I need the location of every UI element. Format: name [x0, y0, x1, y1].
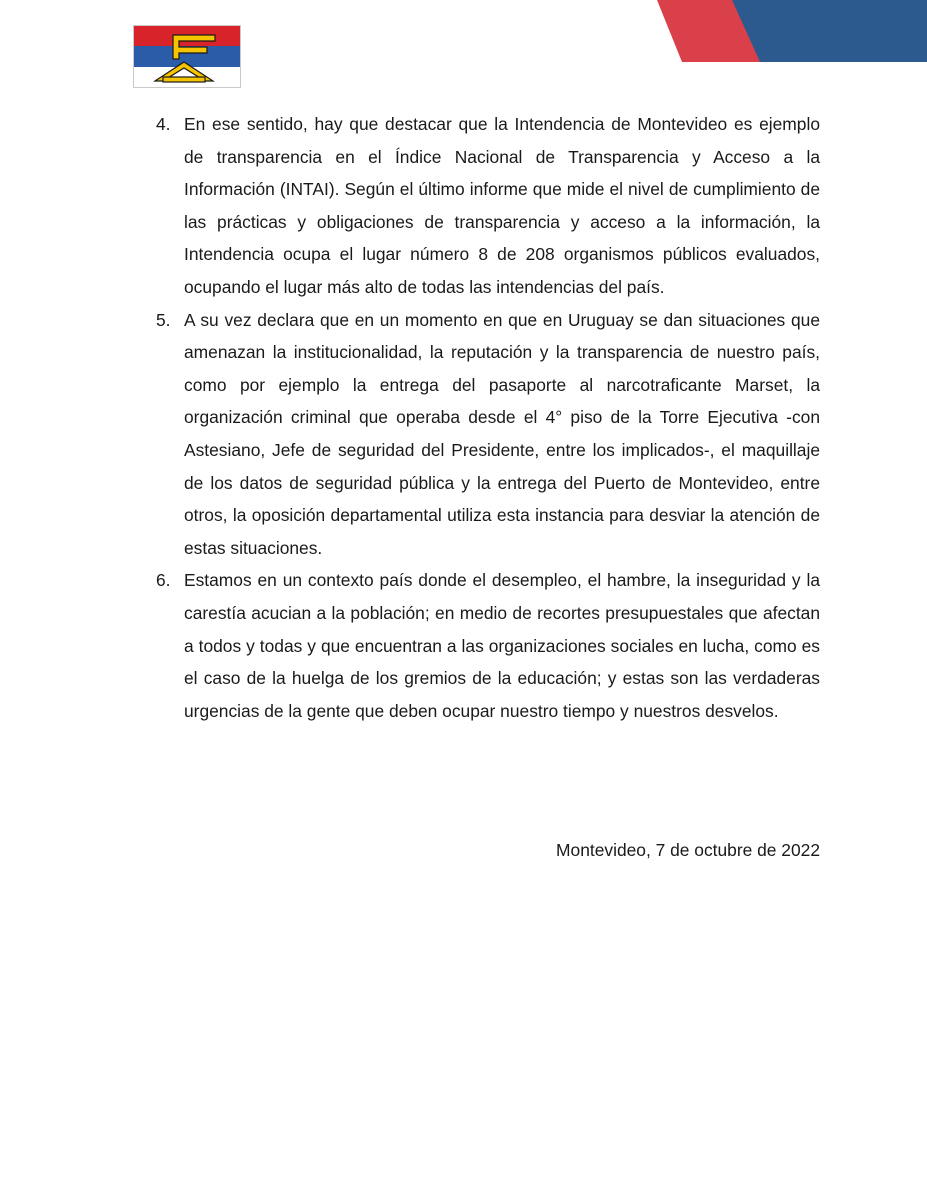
- list-item-number: 5.: [156, 309, 171, 330]
- corner-bands-icon: [657, 0, 927, 62]
- list-item-number: 4.: [156, 114, 171, 134]
- list-item-text: Estamos en un contexto país donde el desempleo, el hambre, la inseguridad y la carestía acucian a la población; en medio de recortes presupuestales que afectan a todos y todas y que encuentran a las organizaciones sociales en lucha, como es el caso de la huelga de los gremios de la educación; y estas son las verdaderas urgencias de la gente que deben ocupar nuestro tiempo y nuestros desvelos.: [184, 570, 820, 721]
- list-item-4: [150, 108, 820, 304]
- list-item-text: A su vez declara que en un momento en que en Uruguay se dan situaciones que amenazan la institucionalidad, la reputación y la transparencia de nuestro país, como por ejemplo la entrega del pasaporte al narcotraficante Marset, la organización criminal que operaba desde el 4° piso de la Torre Ejecutiva -con Astesiano, Jefe de seguridad del Presidente, entre los implicados-, el maquillaje de los datos de seguridad pública y la entrega del Puerto de Montevideo, entre otros, la oposición departamental utiliza esta instancia para desviar la atención de estas situaciones.: [184, 309, 820, 558]
- list-item-5: [150, 304, 820, 565]
- numbered-list: [150, 108, 820, 727]
- list-item-text: En ese sentido, hay que destacar que la Intendencia de Montevideo es ejemplo de transparencia en el Índice Nacional de Transparencia y Acceso a la Información (INTAI). Según el último informe que mide el nivel de cumplimiento de las prácticas y obligaciones de transparencia y acceso a la información, la Intendencia ocupa el lugar número 8 de 208 organismos públicos evaluados, ocupando el lugar más alto de todas las intendencias del país.: [184, 114, 820, 297]
- list-item-6: [150, 564, 820, 727]
- place-and-date: Montevideo, 7 de octubre de 2022: [556, 840, 820, 860]
- frente-amplio-flag-logo: [133, 25, 241, 88]
- list-item-number: 6.: [156, 570, 171, 591]
